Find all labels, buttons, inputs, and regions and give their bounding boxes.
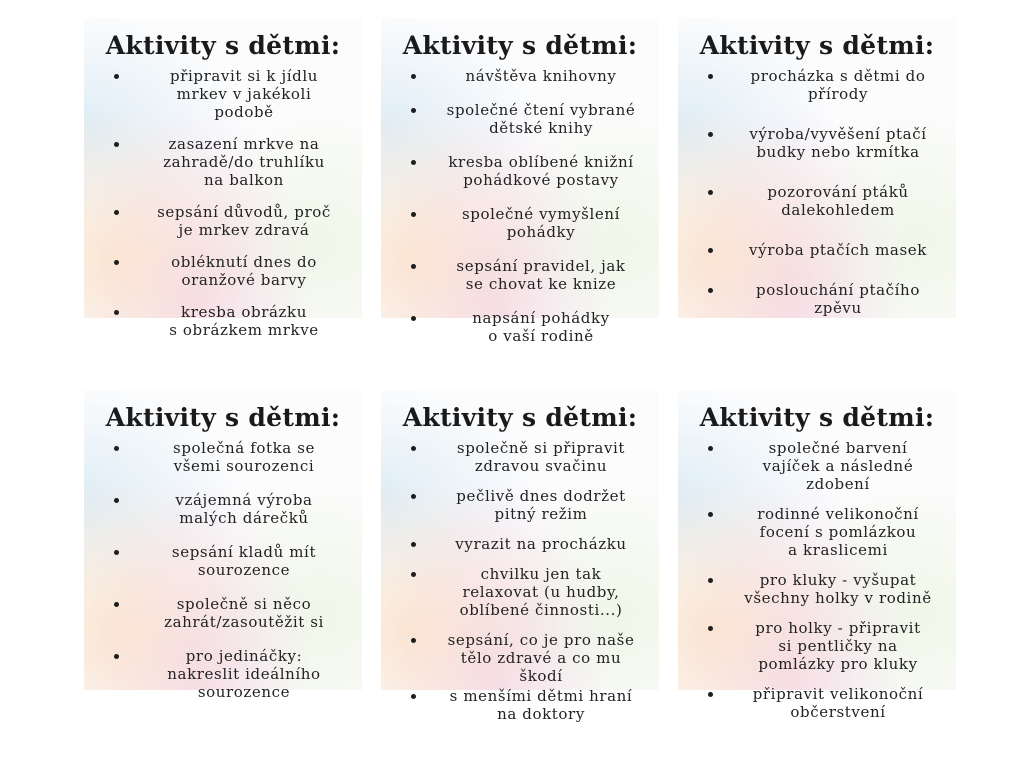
- activity-list: [84, 67, 362, 339]
- list-item: zasazení mrkve na zahradě/do truhlíku na balkon: [84, 135, 362, 189]
- list-item: kresba oblíbené knižní pohádkové postavy: [381, 153, 659, 189]
- list-item: napsání pohádky o vaší rodině: [381, 309, 659, 345]
- activity-card-health: [381, 390, 659, 724]
- bullet-icon: [411, 694, 416, 699]
- bullet-icon: [114, 74, 119, 79]
- bullet-icon: [114, 260, 119, 265]
- list-item: pečlivě dnes dodržet pitný režim: [381, 487, 659, 523]
- list-item: společně si něco zahrát/zasoutěžit si: [84, 595, 362, 631]
- bullet-icon: [114, 654, 119, 659]
- card-title: Aktivity s dětmi:: [699, 31, 935, 60]
- card-title: Aktivity s dětmi:: [402, 31, 638, 60]
- activity-list: [381, 439, 659, 723]
- list-item: obléknutí dnes do oranžové barvy: [84, 253, 362, 289]
- list-item: rodinné velikonoční focení s pomlázkou a kraslicemi: [678, 505, 956, 559]
- bullet-icon: [114, 210, 119, 215]
- bullet-icon: [708, 190, 713, 195]
- activity-list: [678, 67, 956, 317]
- bullet-icon: [708, 74, 713, 79]
- list-item: pro kluky - vyšupat všechny holky v rodině: [678, 571, 956, 607]
- bullet-icon: [411, 74, 416, 79]
- bullet-icon: [708, 248, 713, 253]
- bullet-icon: [411, 316, 416, 321]
- list-item: kresba obrázku s obrázkem mrkve: [84, 303, 362, 339]
- bullet-icon: [114, 498, 119, 503]
- list-item: společně si připravit zdravou svačinu: [381, 439, 659, 475]
- bullet-icon: [114, 602, 119, 607]
- list-item: sepsání pravidel, jak se chovat ke knize: [381, 257, 659, 293]
- bullet-icon: [411, 572, 416, 577]
- activity-card-carrot: [84, 18, 362, 340]
- list-item: pozorování ptáků dalekohledem: [678, 183, 956, 219]
- list-item: procházka s dětmi do přírody: [678, 67, 956, 103]
- list-item: společné barvení vajíček a následné zdobení: [678, 439, 956, 493]
- bullet-icon: [708, 578, 713, 583]
- bullet-icon: [411, 542, 416, 547]
- bullet-icon: [411, 264, 416, 269]
- bullet-icon: [114, 446, 119, 451]
- card-title: Aktivity s dětmi:: [105, 31, 341, 60]
- activity-card-books: [381, 18, 659, 346]
- bullet-icon: [411, 446, 416, 451]
- list-item: sepsání důvodů, proč je mrkev zdravá: [84, 203, 362, 239]
- list-item: vzájemná výroba malých dárečků: [84, 491, 362, 527]
- bullet-icon: [708, 288, 713, 293]
- bullet-icon: [411, 160, 416, 165]
- bullet-icon: [411, 638, 416, 643]
- bullet-icon: [708, 446, 713, 451]
- list-item: chvilku jen tak relaxovat (u hudby, oblíbené činnosti...): [381, 565, 659, 619]
- list-item: s menšími dětmi hraní na doktory: [381, 687, 659, 723]
- bullet-icon: [708, 512, 713, 517]
- bullet-icon: [708, 132, 713, 137]
- list-item: připravit si k jídlu mrkev v jakékoli podobě: [84, 67, 362, 121]
- bullet-icon: [114, 550, 119, 555]
- bullet-icon: [114, 142, 119, 147]
- list-item: sepsání kladů mít sourozence: [84, 543, 362, 579]
- bullet-icon: [411, 212, 416, 217]
- list-item: vyrazit na procházku: [381, 535, 659, 553]
- list-item: výroba ptačích masek: [678, 241, 956, 259]
- activity-card-siblings: [84, 390, 362, 702]
- list-item: poslouchání ptačího zpěvu: [678, 281, 956, 317]
- activity-card-easter: [678, 390, 956, 722]
- list-item: společné čtení vybrané dětské knihy: [381, 101, 659, 137]
- list-item: společné vymyšlení pohádky: [381, 205, 659, 241]
- bullet-icon: [708, 692, 713, 697]
- bullet-icon: [114, 310, 119, 315]
- list-item: pro holky - připravit si pentličky na pomlázky pro kluky: [678, 619, 956, 673]
- card-title: Aktivity s dětmi:: [402, 403, 638, 432]
- list-item: připravit velikonoční občerstvení: [678, 685, 956, 721]
- activity-list: [381, 67, 659, 345]
- bullet-icon: [411, 108, 416, 113]
- card-title: Aktivity s dětmi:: [105, 403, 341, 432]
- list-item: společná fotka se všemi sourozenci: [84, 439, 362, 475]
- list-item: pro jedináčky: nakreslit ideálního sourozence: [84, 647, 362, 701]
- activity-list: [678, 439, 956, 721]
- activity-list: [84, 439, 362, 701]
- activity-card-birds: [678, 18, 956, 318]
- list-item: návštěva knihovny: [381, 67, 659, 85]
- bullet-icon: [411, 494, 416, 499]
- bullet-icon: [708, 626, 713, 631]
- list-item: výroba/vyvěšení ptačí budky nebo krmítka: [678, 125, 956, 161]
- list-item: sepsání, co je pro naše tělo zdravé a co mu škodí: [381, 631, 659, 685]
- card-title: Aktivity s dětmi:: [699, 403, 935, 432]
